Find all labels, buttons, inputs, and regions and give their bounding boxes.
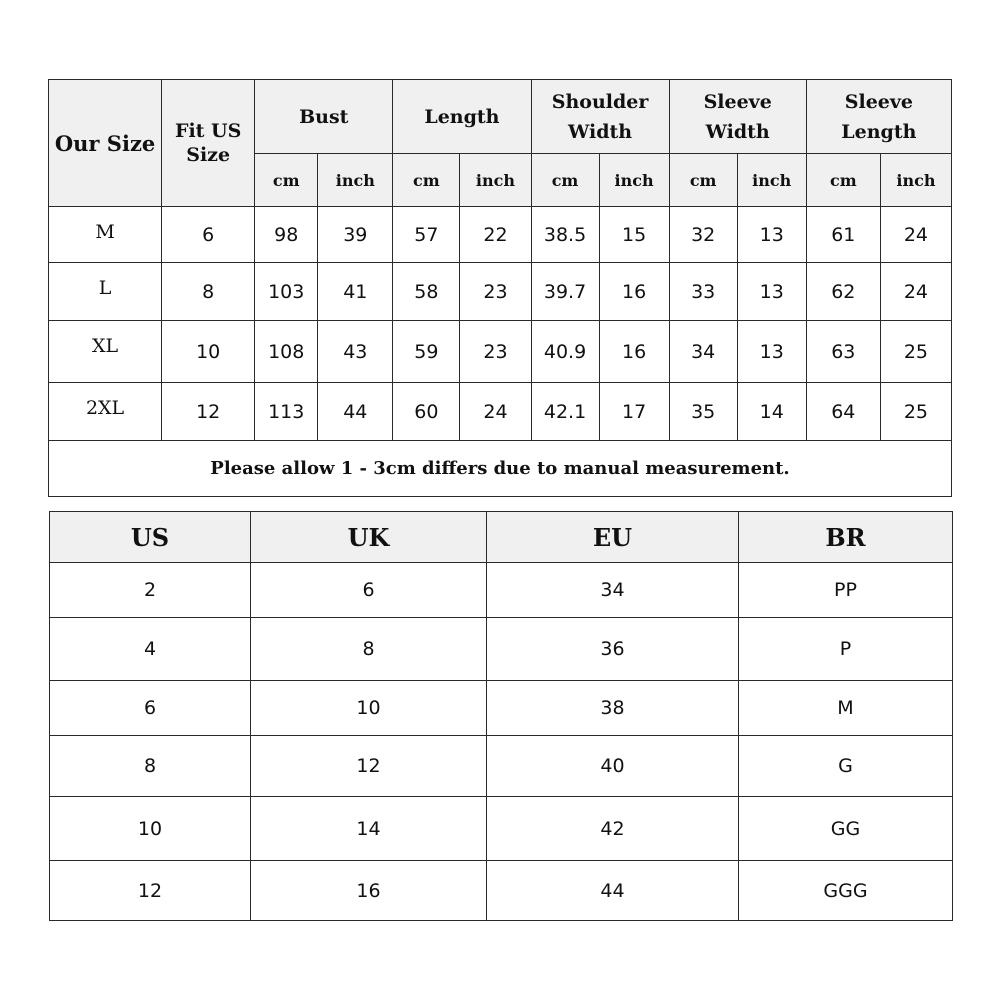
eu-value: 40: [487, 736, 739, 797]
header-sleeve-length: Sleeve Length: [806, 80, 951, 154]
us-value: 4: [50, 618, 251, 681]
size-conversion-table: [49, 511, 953, 921]
unit-cm: cm: [806, 154, 880, 207]
shoulder-cm: 39.7: [531, 263, 599, 321]
fit-us-size: 6: [162, 207, 255, 263]
shoulder-cm: 42.1: [531, 383, 599, 441]
sleeve-width-cm: 33: [669, 263, 737, 321]
shoulder-cm: 40.9: [531, 321, 599, 383]
measurement-note: Please allow 1 - 3cm differs due to manual measurement.: [49, 441, 952, 497]
sleeve-width-cm: 35: [669, 383, 737, 441]
length-inch: 23: [460, 321, 531, 383]
us-value: 6: [50, 681, 251, 736]
sleeve-length-inch: 24: [880, 207, 951, 263]
uk-value: 6: [251, 563, 487, 618]
bust-cm: 108: [255, 321, 318, 383]
header-length: Length: [393, 80, 531, 154]
eu-value: 38: [487, 681, 739, 736]
us-value: 12: [50, 861, 251, 921]
size-label: L: [49, 263, 162, 321]
sleeve-width-inch: 13: [737, 321, 806, 383]
eu-value: 36: [487, 618, 739, 681]
br-value: P: [739, 618, 953, 681]
sleeve-length-inch: 24: [880, 263, 951, 321]
unit-inch: inch: [880, 154, 951, 207]
fit-us-size: 8: [162, 263, 255, 321]
uk-value: 10: [251, 681, 487, 736]
br-value: GGG: [739, 861, 953, 921]
sleeve-width-inch: 13: [737, 207, 806, 263]
bust-inch: 41: [318, 263, 393, 321]
table-row: [50, 618, 953, 681]
sleeve-length-cm: 64: [806, 383, 880, 441]
sleeve-width-cm: 34: [669, 321, 737, 383]
sleeve-width-inch: 14: [737, 383, 806, 441]
table-row: [50, 563, 953, 618]
shoulder-inch: 15: [599, 207, 669, 263]
size-chart-body: [49, 207, 952, 441]
table-row: [49, 263, 952, 321]
uk-value: 14: [251, 797, 487, 861]
sleeve-length-cm: 62: [806, 263, 880, 321]
br-value: GG: [739, 797, 953, 861]
unit-cm: cm: [255, 154, 318, 207]
sleeve-length-inch: 25: [880, 321, 951, 383]
sleeve-length-cm: 63: [806, 321, 880, 383]
bust-cm: 113: [255, 383, 318, 441]
br-value: PP: [739, 563, 953, 618]
unit-cm: cm: [393, 154, 460, 207]
table-row: [50, 736, 953, 797]
table-row: [50, 681, 953, 736]
header-us: US: [50, 512, 251, 563]
header-eu: EU: [487, 512, 739, 563]
sleeve-width-cm: 32: [669, 207, 737, 263]
header-bust: Bust: [255, 80, 393, 154]
bust-inch: 39: [318, 207, 393, 263]
uk-value: 12: [251, 736, 487, 797]
fit-us-size: 12: [162, 383, 255, 441]
br-value: G: [739, 736, 953, 797]
length-inch: 23: [460, 263, 531, 321]
size-label: M: [49, 207, 162, 263]
br-value: M: [739, 681, 953, 736]
uk-value: 16: [251, 861, 487, 921]
unit-cm: cm: [531, 154, 599, 207]
sleeve-width-inch: 13: [737, 263, 806, 321]
unit-inch: inch: [318, 154, 393, 207]
us-value: 2: [50, 563, 251, 618]
fit-us-size: 10: [162, 321, 255, 383]
length-cm: 60: [393, 383, 460, 441]
header-shoulder-width: Shoulder Width: [531, 80, 669, 154]
us-value: 8: [50, 736, 251, 797]
header-our-size: Our Size: [49, 80, 162, 207]
table-row: [50, 797, 953, 861]
size-label: 2XL: [49, 383, 162, 441]
shoulder-inch: 17: [599, 383, 669, 441]
unit-inch: inch: [599, 154, 669, 207]
table-row: [49, 207, 952, 263]
eu-value: 42: [487, 797, 739, 861]
bust-cm: 98: [255, 207, 318, 263]
length-inch: 22: [460, 207, 531, 263]
shoulder-cm: 38.5: [531, 207, 599, 263]
size-conversion-body: [50, 563, 953, 921]
bust-inch: 43: [318, 321, 393, 383]
uk-value: 8: [251, 618, 487, 681]
shoulder-inch: 16: [599, 321, 669, 383]
size-chart-table: [48, 79, 952, 497]
sleeve-length-inch: 25: [880, 383, 951, 441]
shoulder-inch: 16: [599, 263, 669, 321]
table-row: [50, 861, 953, 921]
bust-inch: 44: [318, 383, 393, 441]
unit-inch: inch: [737, 154, 806, 207]
us-value: 10: [50, 797, 251, 861]
table-row: [49, 321, 952, 383]
length-inch: 24: [460, 383, 531, 441]
sleeve-length-cm: 61: [806, 207, 880, 263]
header-uk: UK: [251, 512, 487, 563]
length-cm: 57: [393, 207, 460, 263]
header-fit-us-size: Fit US Size: [162, 80, 255, 207]
unit-cm: cm: [669, 154, 737, 207]
bust-cm: 103: [255, 263, 318, 321]
size-label: XL: [49, 321, 162, 383]
table-row: [49, 383, 952, 441]
eu-value: 34: [487, 563, 739, 618]
length-cm: 59: [393, 321, 460, 383]
header-br: BR: [739, 512, 953, 563]
eu-value: 44: [487, 861, 739, 921]
unit-inch: inch: [460, 154, 531, 207]
header-sleeve-width: Sleeve Width: [669, 80, 806, 154]
length-cm: 58: [393, 263, 460, 321]
